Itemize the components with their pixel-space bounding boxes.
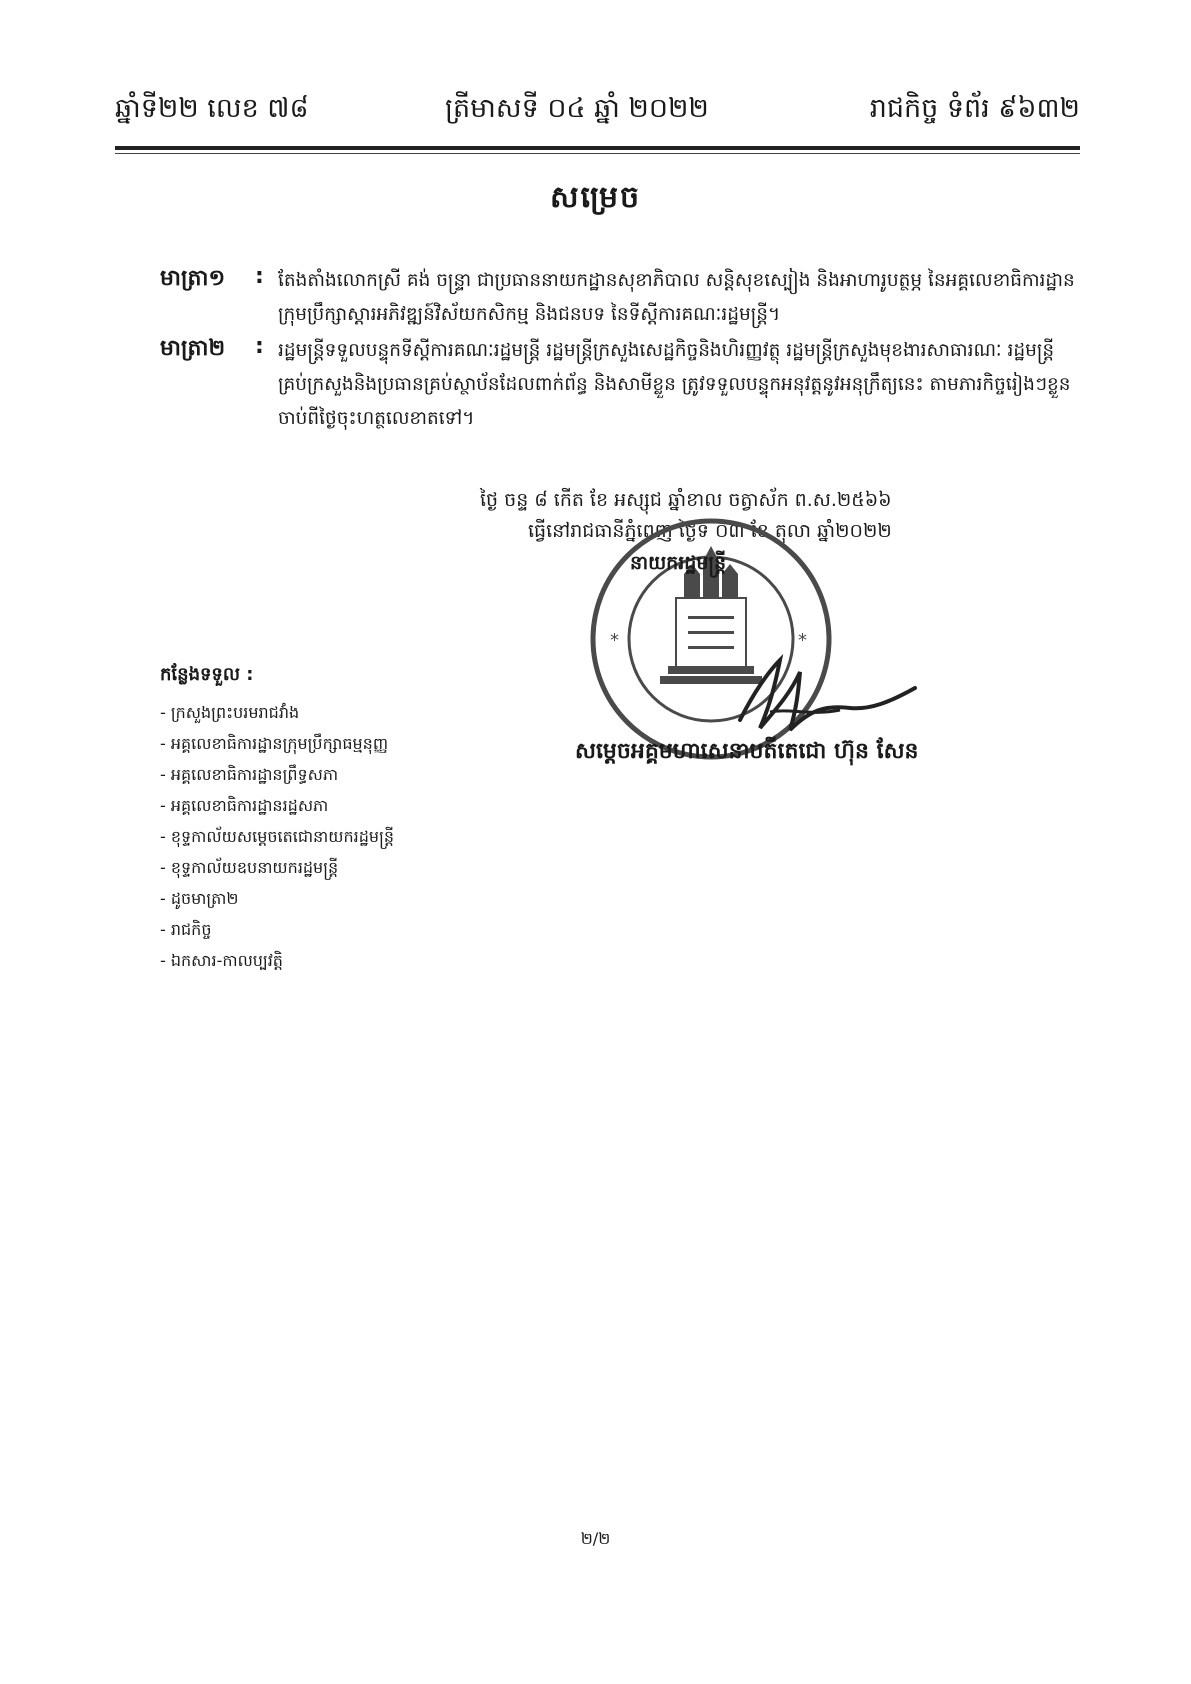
- header-rule-thin: [115, 153, 1080, 154]
- recipients-title: កន្លែងទទួល :: [160, 664, 254, 685]
- signer-name: សម្តេចអគ្គមហាសេនាបតីតេជោ ហ៊ុន សែន: [575, 739, 919, 764]
- list-item: - ក្រសួងព្រះបរមរាជវាំង: [160, 697, 394, 728]
- header-rule-thick: [115, 146, 1080, 150]
- gazette-header: [115, 92, 1080, 144]
- article-2-text: រដ្ឋមន្ត្រីទទួលបន្ទុកទីស្តីការគណៈរដ្ឋមន្ត្រី រដ្ឋមន្ត្រីក្រសួងសេដ្ឋកិច្ចនិងហិរញ្ញវត្ថុ រដ្ឋមន្ត្រីក្រសួងមុខងារសាធារណៈ រដ្ឋមន្ត្រីគ្រប់ក្រសួងនិងប្រធានគ្រប់ស្ថាប័នដែលពាក់ព័ន្ធ និងសាមីខ្លួន ត្រូវទទួលបន្ទុកអនុវត្តនូវអនុក្រឹត្យនេះ តាមភារកិច្ចរៀងៗខ្លួន ចាប់ពីថ្ងៃចុះហត្ថលេខាតទៅ។: [278, 340, 1071, 429]
- list-item: - ឯកសារ-កាលប្បវត្តិ: [160, 945, 394, 976]
- signer-title: នាយករដ្ឋមន្ត្រី: [630, 552, 727, 574]
- article-1-label: មាត្រា១: [160, 266, 226, 291]
- recipients-list: [160, 697, 394, 976]
- header-page: រាជកិច្ច ទំព័រ ៩៦៣២: [869, 93, 1080, 124]
- svg-text:*: *: [610, 630, 619, 651]
- lunar-date: ថ្ងៃ ចន្ទ ៨ កើត ខែ អស្សុជ ឆ្នាំខាល ចត្វាស័ក ព.ស.២៥៦៦: [480, 489, 892, 511]
- place-date: ធ្វើនៅរាជធានីភ្នំពេញ ថ្ងៃទី ០៣ ខែ តុលា ឆ្នាំ២០២២: [528, 520, 892, 542]
- page-number: ២/២: [580, 1529, 611, 1548]
- list-item: - អគ្គលេខាធិការដ្ឋានក្រុមប្រឹក្សាធម្មនុញ្ញ: [160, 728, 394, 759]
- article-1-colon: :: [255, 264, 264, 289]
- list-item: - ខុទ្ទកាល័យឧបនាយករដ្ឋមន្ត្រី: [160, 852, 394, 883]
- header-quarter: ត្រីមាសទី ០៤ ឆ្នាំ ២០២២: [445, 93, 709, 124]
- svg-text:*: *: [798, 630, 807, 651]
- article-2-colon: :: [255, 334, 264, 359]
- list-item: - ខុទ្ទកាល័យសម្តេចតេជោនាយករដ្ឋមន្ត្រី: [160, 821, 394, 852]
- list-item: - អគ្គលេខាធិការដ្ឋានព្រឹទ្ធសភា: [160, 759, 394, 790]
- handwritten-signature: [730, 650, 920, 740]
- list-item: - ដូចមាត្រា២: [160, 883, 394, 914]
- decision-title: សម្រេច: [549, 180, 642, 215]
- list-item: - រាជកិច្ច: [160, 914, 394, 945]
- article-2-label: មាត្រា២: [160, 336, 226, 361]
- list-item: - អគ្គលេខាធិការដ្ឋានរដ្ឋសភា: [160, 790, 394, 821]
- article-1-text: តែងតាំងលោកស្រី គង់ ចន្ទ្រា ជាប្រធាននាយកដ្ឋានសុខាភិបាល សន្តិសុខស្បៀង និងអាហារូបត្ថម្ភ នៃអគ្គលេខាធិការដ្ឋានក្រុមប្រឹក្សាស្តារអភិវឌ្ឍន៍វិស័យកសិកម្ម និងជនបទ នៃទីស្តីការគណៈរដ្ឋមន្ត្រី។: [278, 270, 1075, 325]
- recipients-block: [160, 662, 394, 976]
- header-issue: ឆ្នាំទី២២ លេខ ៧៨: [115, 93, 309, 124]
